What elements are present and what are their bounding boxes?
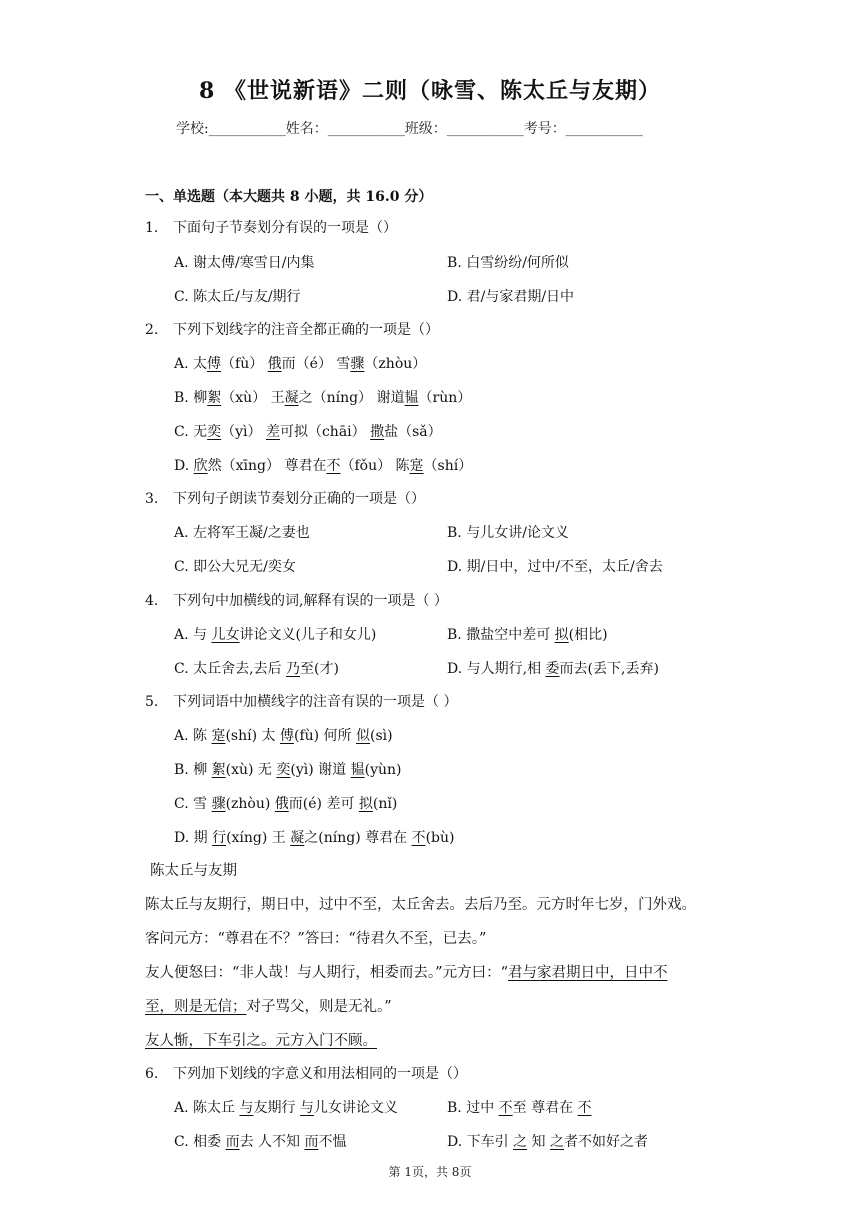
q6-option-c: C. 相委 而去 人不知 而不愠 — [174, 1134, 347, 1150]
page-title: 8 《世说新语》二则（咏雪、陈太丘与友期） — [199, 78, 661, 104]
question-number: 4. — [145, 593, 159, 609]
page-footer: 第 1页，共 8页 — [388, 1165, 472, 1179]
passage-line: 至，则是无信；对子骂父，则是无礼。” — [145, 999, 392, 1015]
q1-option-c: C. 陈太丘/与友/期行 — [174, 289, 301, 305]
question-3 — [145, 489, 425, 509]
q5-option-b: B. 柳 絮(xù) 无 奕(yì) 谢道 韫(yùn) — [174, 762, 402, 778]
q4-option-d: D. 与人期行,相 委而去(丢下,丢弃) — [447, 661, 659, 677]
q3-option-c: C. 即公大兄无/奕女 — [174, 559, 296, 575]
question-number: 1. — [145, 220, 159, 236]
q2-option-d: D. 欣然（xīng） 尊君在不（fǒu） 陈寔（shí） — [174, 458, 473, 474]
q6-option-b: B. 过中 不至 尊君在 不 — [447, 1100, 592, 1116]
question-number: 2. — [145, 322, 159, 338]
student-info-line: 学校:___________姓名：___________班级：___________考号：___________ — [176, 121, 643, 137]
question-6 — [145, 1064, 467, 1084]
q3-option-b: B. 与儿女讲/论文义 — [447, 525, 569, 541]
q5-option-d: D. 期 行(xíng) 王 凝之(níng) 尊君在 不(bù) — [174, 830, 455, 846]
passage-line: 陈太丘与友期行，期日中，过中不至，太丘舍去。去后乃至。元方时年七岁，门外戏。 — [145, 897, 696, 913]
question-4 — [145, 591, 448, 611]
question-5 — [145, 692, 457, 712]
q6-option-a: A. 陈太丘 与友期行 与儿女讲论文义 — [174, 1100, 398, 1116]
q3-option-d: D. 期/日中，过中/不至，太丘/舍去 — [447, 559, 663, 575]
question-stem: 下列句子朗读节奏划分正确的一项是（） — [173, 491, 425, 507]
q4-option-a: A. 与 儿女讲论文义(儿子和女儿) — [174, 627, 377, 643]
q1-option-b: B. 白雪纷纷/何所似 — [447, 255, 569, 271]
q5-option-c: C. 雪 骤(zhòu) 俄而(é) 差可 拟(nǐ) — [174, 796, 398, 812]
question-stem: 下列句中加横线的词,解释有误的一项是（ ） — [173, 593, 448, 609]
question-number: 5. — [145, 694, 159, 710]
question-number: 3. — [145, 491, 159, 507]
q5-option-a: A. 陈 寔(shí) 太 傅(fù) 何所 似(sì) — [174, 728, 393, 744]
passage-title: 陈太丘与友期 — [150, 863, 237, 879]
question-stem: 下列下划线字的注音全都正确的一项是（） — [173, 322, 439, 338]
question-stem: 下面句子节奏划分有误的一项是（） — [173, 220, 397, 236]
passage-line: 友人惭，下车引之。元方入门不顾。 — [145, 1033, 377, 1049]
q3-option-a: A. 左将军王凝/之妻也 — [174, 525, 310, 541]
question-1 — [145, 218, 397, 238]
q1-option-d: D. 君/与家君期/日中 — [447, 289, 575, 305]
question-stem: 下列词语中加横线字的注音有误的一项是（ ） — [173, 694, 458, 710]
section-heading: 一、单选题（本大题共 8 小题，共 16.0 分） — [145, 189, 433, 205]
passage-line: 友人便怒曰：“非人哉！与人期行，相委而去。”元方曰：“君与家君期日中，日中不 — [145, 965, 668, 981]
question-number: 6. — [145, 1066, 159, 1082]
passage-line: 客问元方：“尊君在不？”答曰：“待君久不至，已去。” — [145, 931, 487, 947]
q4-option-c: C. 太丘舍去,去后 乃至(才) — [174, 661, 339, 677]
q1-option-a: A. 谢太傅/寒雪日/内集 — [174, 255, 315, 271]
q2-option-a: A. 太傅（fù） 俄而（é） 雪骤（zhòu） — [174, 356, 427, 372]
question-stem: 下列加下划线的字意义和用法相同的一项是（） — [173, 1066, 467, 1082]
q4-option-b: B. 撒盐空中差可 拟(相比) — [447, 627, 608, 643]
question-2 — [145, 320, 439, 340]
q2-option-c: C. 无奕（yì） 差可拟（chāi） 撒盐（sǎ） — [174, 424, 442, 440]
q2-option-b: B. 柳絮（xù） 王凝之（níng） 谢道韫（rùn） — [174, 390, 472, 406]
q6-option-d: D. 下车引 之 知 之者不如好之者 — [447, 1134, 648, 1150]
